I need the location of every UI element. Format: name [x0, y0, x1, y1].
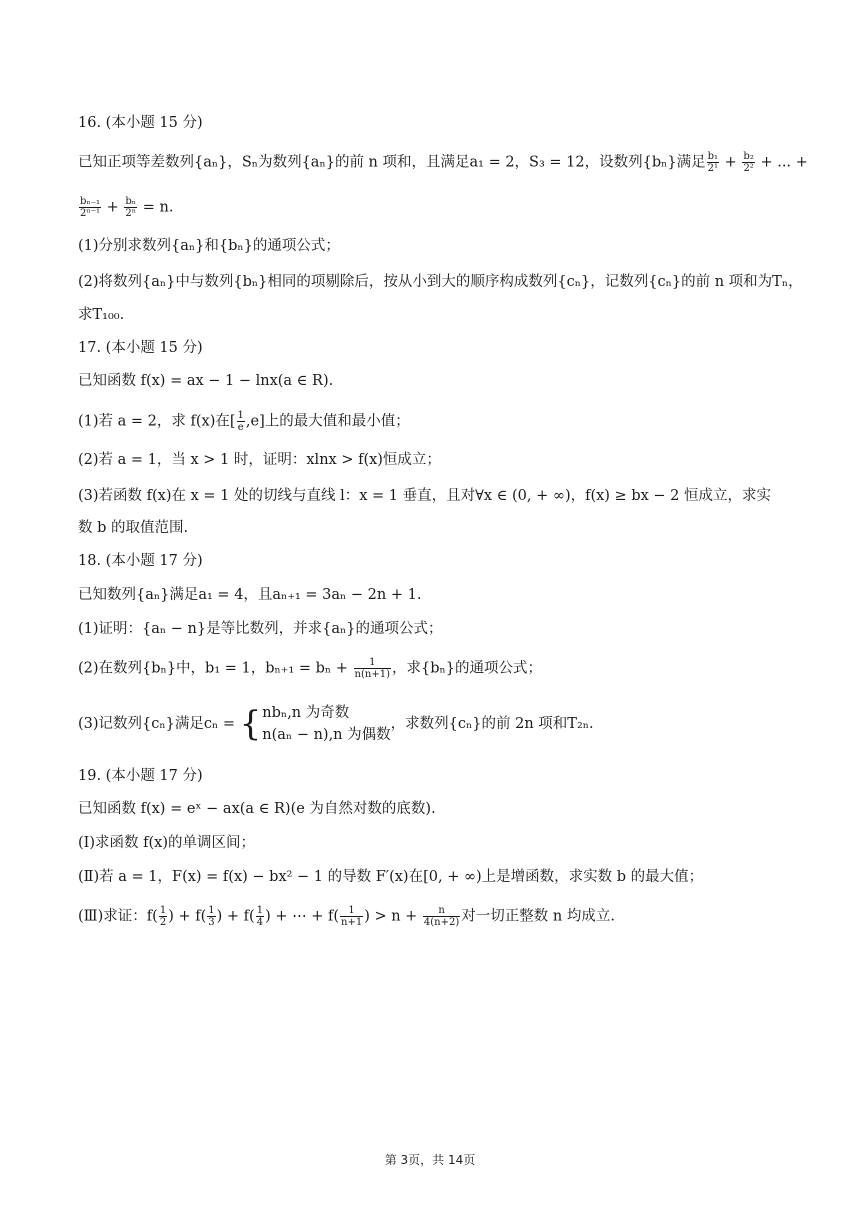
q16-stem-line1: 已知正项等差数列{aₙ}，Sₙ为数列{aₙ}的前 n 项和，且满足a₁ = 2，S₃ = 12，设数列{bₙ}满足 $\frac{\text{b₁}}{\text{2¹}}$ + $\frac{\text{b₂}}{\text{2²}}$ + ... +	[78, 151, 808, 174]
q19-frac-n-4n2: $\frac{n}{4(n+2)}$	[423, 905, 460, 928]
q17-part1	[78, 410, 410, 433]
q19-mid2: ) + f(	[216, 908, 255, 925]
q19-part1: (Ⅰ)求函数 f(x)的单调区间；	[78, 835, 256, 851]
q16-part1: (1)分别求数列{aₙ}和{bₙ}的通项公式；	[78, 238, 340, 254]
q16-stem-line2: $\frac{\text{bₙ₋₁}}{\text{2ⁿ⁻¹}}$ + $\frac{\text{bₙ}}{\text{2ⁿ}}$ = n.	[80, 196, 174, 219]
q17-part3-line2: 数 b 的取值范围.	[78, 520, 189, 536]
q16-header: 16. (本小题 15 分)	[78, 115, 203, 131]
q16-part2-line2: 求T₁₀₀.	[78, 307, 125, 323]
q16-ellipsis: + ... +	[760, 154, 808, 171]
q19-part3	[78, 905, 615, 928]
q19-mid1: ) + f(	[168, 908, 207, 925]
q18-part2-pre: (2)在数列{bₙ}中，b₁ = 1，bₙ₊₁ = bₙ +	[78, 660, 348, 677]
q16-frac-bn-1: $\frac{\text{bₙ₋₁}}{\text{2ⁿ⁻¹}}$	[80, 196, 101, 219]
q18-stem: 已知数列{aₙ}满足a₁ = 4，且aₙ₊₁ = 3aₙ − 2n + 1.	[78, 587, 422, 603]
q17-part1-post: ,e]上的最大值和最小值；	[245, 413, 410, 430]
q18-cases	[262, 702, 390, 746]
q18-case-even: n(aₙ − n),n 为偶数	[262, 727, 391, 743]
q19-frac-1-3: $\frac{1}{3}$	[208, 905, 215, 928]
q19-frac-1-4: $\frac{1}{4}$	[256, 905, 264, 928]
q17-frac-1-over-e: $\frac{1}{e}$	[237, 410, 244, 433]
q16-frac-bn: $\frac{\text{bₙ}}{\text{2ⁿ}}$	[125, 196, 137, 219]
q19-part3-pre: (Ⅲ)求证：f(	[78, 908, 158, 925]
brace-icon: {	[239, 704, 262, 744]
q18-part3-post: ，求数列{cₙ}的前 2n 项和T₂ₙ.	[390, 716, 594, 732]
q18-part2-post: ，求{bₙ}的通项公式；	[391, 660, 542, 677]
q19-stem: 已知函数 f(x) = eˣ − ax(a ∈ R)(e 为自然对数的底数).	[78, 801, 436, 817]
q16-eq-n: = n.	[142, 199, 174, 216]
q18-frac-1-over-n-n1: $\frac{1}{n(n+1)}$	[354, 657, 390, 680]
q17-stem: 已知函数 f(x) = ax − 1 − lnx(a ∈ R).	[78, 373, 334, 389]
q16-part2-line1: (2)将数列{aₙ}中与数列{bₙ}相同的项剔除后，按从小到大的顺序构成数列{cₙ}，记数列{cₙ}的前 n 项和为Tₙ，	[78, 274, 803, 290]
q19-frac-1-2: $\frac{1}{2}$	[159, 905, 167, 928]
q18-case-odd: nbₙ,n 为奇数	[262, 705, 350, 721]
q17-part3-line1: (3)若函数 f(x)在 x = 1 处的切线与直线 l：x = 1 垂直，且对∀x ∈ (0, + ∞)，f(x) ≥ bx − 2 恒成立，求实	[78, 488, 771, 504]
q16-stem-text: 已知正项等差数列{aₙ}，Sₙ为数列{aₙ}的前 n 项和，且满足a₁ = 2，S₃ = 12，设数列{bₙ}满足	[78, 154, 706, 171]
q16-frac-b1: $\frac{\text{b₁}}{\text{2¹}}$	[707, 151, 719, 174]
page-number-footer: 第 3页，共 14页	[384, 1153, 476, 1167]
q18-part3	[78, 702, 594, 746]
q16-frac-b2: $\frac{\text{b₂}}{\text{2²}}$	[743, 151, 754, 174]
q19-frac-1-n1: $\frac{1}{n+1}$	[341, 905, 363, 928]
q19-part3-post: 对一切正整数 n 均成立.	[461, 908, 615, 925]
q18-part3-pre: (3)记数列{cₙ}满足cₙ =	[78, 716, 236, 732]
q18-part2	[78, 657, 542, 680]
q19-part2: (Ⅱ)若 a = 1，F(x) = f(x) − bx² − 1 的导数 F′(x)在[0, + ∞)上是增函数，求实数 b 的最大值；	[78, 869, 704, 885]
q19-mid3: ) + ⋯ + f(	[265, 908, 339, 925]
q19-header: 19. (本小题 17 分)	[78, 768, 203, 784]
q17-header: 17. (本小题 15 分)	[78, 340, 203, 356]
q17-part2: (2)若 a = 1，当 x > 1 时，证明：xlnx > f(x)恒成立；	[78, 452, 441, 468]
q18-header: 18. (本小题 17 分)	[78, 553, 203, 569]
q19-mid4: ) > n +	[364, 908, 418, 925]
q17-part1-pre: (1)若 a = 2，求 f(x)在[	[78, 413, 236, 430]
q18-part1: (1)证明：{aₙ − n}是等比数列，并求{aₙ}的通项公式；	[78, 621, 443, 637]
